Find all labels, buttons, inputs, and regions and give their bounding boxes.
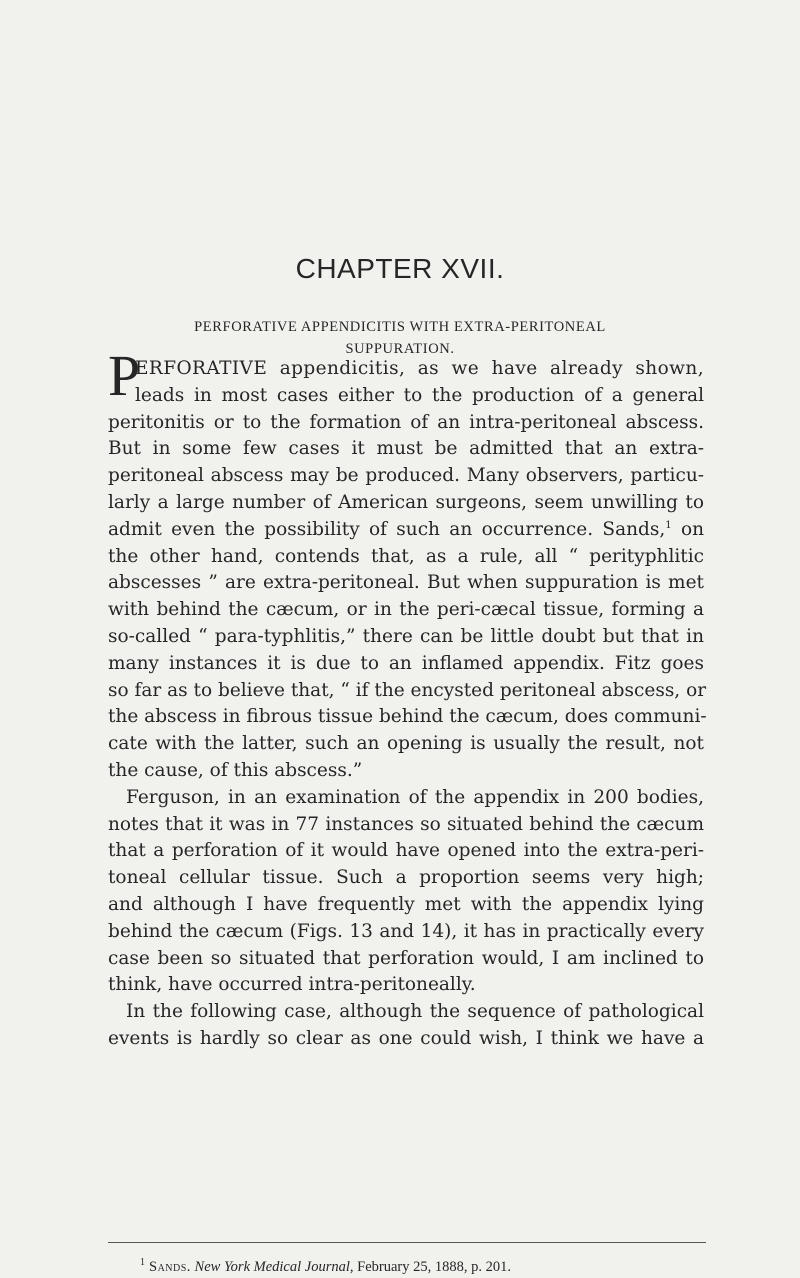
footnote [140, 1254, 511, 1276]
paragraph-1-line-8: the other hand, contends that, as a rule, all “ perityphlitic [108, 545, 704, 567]
paragraph-3-line-1: In the following case, although the sequence of pathological [126, 1001, 704, 1023]
footnote-rule [108, 1242, 706, 1243]
paragraph-2-line-3: that a perforation of it would have opened into the extra-peri- [108, 840, 704, 862]
paragraph-1-line-7: admit even the possibility of such an occurrence. Sands,$^1$ on [108, 518, 705, 540]
footnote-marker: 1 [140, 1257, 145, 1268]
paragraph-1-line-13: so far as to believe that, “ if the encysted peritoneal abscess, or [108, 679, 707, 701]
paragraph-2-line-5: and although I have frequently met with the appendix lying [108, 893, 704, 915]
section-heading-line-2: SUPPURATION. [345, 341, 455, 357]
chapter-title: CHAPTER XVII. [295, 253, 505, 284]
footnote-journal: New York Medical Journal, [194, 1258, 354, 1275]
paragraph-1-line-15: cate with the latter, such an opening is usually the result, not [108, 733, 704, 755]
paragraph-1-line-11: so-called “ para-typhlitis,” there can be little doubt but that in [108, 625, 704, 647]
paragraph-2-line-4: toneal cellular tissue. Such a proportion seems very high; [108, 867, 704, 889]
paragraph-1-line-16: the cause, of this abscess.” [108, 759, 363, 781]
paragraph-1-line-5: peritoneal abscess may be produced. Many observers, particu- [108, 465, 704, 487]
paragraph-3-line-2: events is hardly so clear as one could wish, I think we have a [108, 1027, 704, 1049]
footnote-citation: February 25, 1888, p. 201. [357, 1258, 511, 1275]
section-heading-line-1: PERFORATIVE APPENDICITIS WITH EXTRA-PERITONEAL [194, 319, 606, 335]
drop-cap: P [108, 343, 141, 408]
paragraph-1-line-2: leads in most cases either to the production of a general [135, 384, 704, 406]
body-text [108, 356, 707, 1053]
paragraph-2-line-2: notes that it was in 77 instances so situated behind the cæcum [108, 813, 704, 835]
paragraph-1-line-9: abscesses ” are extra-peritoneal. But when suppuration is met [108, 572, 704, 594]
paragraph-2-line-1: Ferguson, in an examination of the appendix in 200 bodies, [126, 786, 704, 808]
paragraph-2-line-6: behind the cæcum (Figs. 13 and 14), it has in practically every [108, 920, 704, 942]
paragraph-2-line-7: case been so situated that perforation would, I am inclined to [108, 947, 704, 969]
footnote-reference[interactable]: 1 [665, 519, 672, 531]
paragraph-2-line-8: think, have occurred intra-peritoneally. [108, 974, 476, 996]
paragraph-1-line-3: peritonitis or to the formation of an intra-peritoneal abscess. [108, 411, 704, 433]
paragraph-1-line-12: many instances it is due to an inflamed appendix. Fitz goes [108, 652, 704, 674]
paragraph-1-line-4: But in some few cases it must be admitted that an extra- [108, 438, 704, 460]
paragraph-1-line-10: with behind the cæcum, or in the peri-cæcal tissue, forming a [108, 599, 704, 621]
footnote-author: Sands. [149, 1258, 191, 1275]
paragraph-1-line-14: the abscess in fibrous tissue behind the cæcum, does communi- [108, 706, 707, 728]
paragraph-1-line-6: larly a large number of American surgeons, seem unwilling to [108, 491, 704, 513]
paragraph-1-line-1: ERFORATIVE appendicitis, as we have already shown, [135, 358, 704, 379]
